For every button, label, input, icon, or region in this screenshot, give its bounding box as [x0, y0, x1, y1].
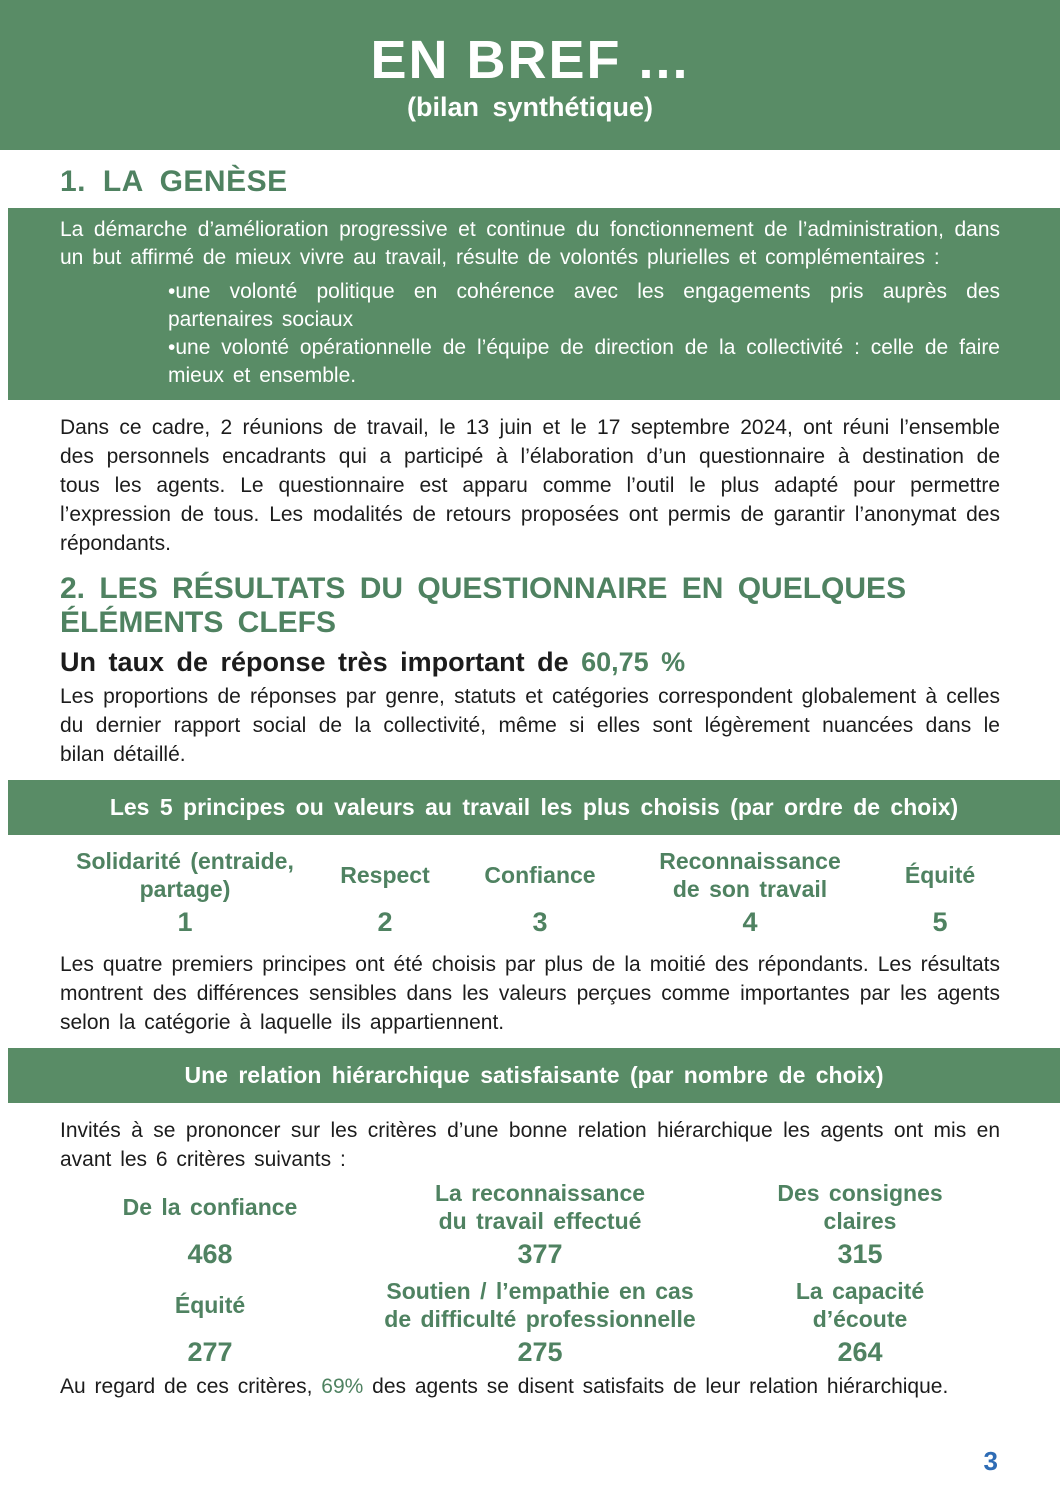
criterion-value: 315: [837, 1239, 883, 1269]
response-rate-line: [60, 646, 1000, 678]
principles-row: [60, 845, 1000, 937]
criterion-value: 264: [837, 1337, 883, 1367]
section1-heading: 1. LA GENÈSE: [60, 165, 288, 198]
criterion-item: [360, 1276, 720, 1368]
principle-label: Respect: [340, 862, 430, 888]
principle-item: [880, 845, 1000, 937]
criterion-item: [60, 1178, 360, 1270]
principle-label: Solidarité (entraide, partage): [76, 848, 294, 902]
principle-item: [460, 845, 620, 937]
principle-rank: 5: [932, 907, 948, 937]
response-rate-value: 60,75 %: [581, 647, 686, 677]
proportions-paragraph: Les proportions de réponses par genre, statuts et catégories correspondent globalement à celles du dernier rapport social de la collectivité, même si elles sont légèrement nuancées dans le bilan détaillé.: [60, 685, 1000, 766]
principles-note: Les quatre premiers principes ont été choisis par plus de la moitié des répondants. Les résultats montrent des différences sensibles dans les valeurs perçues comme importantes par les agents selon la catégorie à laquelle ils appartiennent.: [60, 953, 1000, 1034]
criterion-item: [60, 1276, 360, 1368]
principles-banner: Les 5 principes ou valeurs au travail les plus choisis (par ordre de choix): [8, 780, 1060, 835]
criterion-value: 275: [517, 1337, 563, 1367]
criterion-label: Des consignes claires: [777, 1180, 943, 1234]
principle-rank: 2: [377, 907, 393, 937]
principle-item: [625, 845, 875, 937]
context-paragraph: Dans ce cadre, 2 réunions de travail, le 13 juin et le 17 septembre 2024, ont réuni l’ensemble des personnels encadrants qui a participé à l’élaboration d’un questionnaire à destination de tous les agents. Le questionnaire est apparu comme l’outil le plus adapté pour permettre l’expression de tous. Les modalités de retours proposées ont permis de garantir l’anonymat des répondants.: [60, 416, 1000, 555]
principle-label: Équité: [904, 862, 976, 888]
principle-rank: 3: [532, 907, 548, 937]
bullet-item: [168, 334, 1000, 390]
bullet-text: une volonté opérationnelle de l’équipe de direction de la collectivité : celle de faire mieux et ensemble.: [168, 336, 1000, 387]
criterion-value: 377: [517, 1239, 563, 1269]
relation-banner: Une relation hiérarchique satisfaisante (par nombre de choix): [8, 1048, 1060, 1103]
page-subtitle: (bilan synthétique): [406, 92, 653, 122]
section2-heading: 2. LES RÉSULTATS DU QUESTIONNAIRE EN QUELQUES ÉLÉMENTS CLEFS: [60, 572, 907, 639]
criterion-item: [360, 1178, 720, 1270]
criterion-label: De la confiance: [122, 1194, 298, 1220]
criterion-label: Équité: [174, 1292, 246, 1318]
criterion-label: Soutien / l’empathie en cas de difficulté professionnelle: [384, 1278, 696, 1332]
highlight-intro: La démarche d’amélioration progressive et continue du fonctionnement de l’administration, dans un but affirmé de mieux vivre au travail, résulte de volontés plurielles et complémentaires :: [60, 218, 1000, 269]
principle-rank: 4: [742, 907, 758, 937]
principle-item: [315, 845, 455, 937]
principle-label: Confiance: [484, 862, 596, 888]
header-band: [0, 0, 1060, 150]
principle-label: Reconnaissance de son travail: [659, 848, 841, 902]
page-title: EN BREF ...: [370, 30, 690, 90]
criterion-value: 277: [187, 1337, 233, 1367]
criterion-label: La capacité d’écoute: [795, 1278, 925, 1332]
closing-before: Au regard de ces critères,: [60, 1375, 322, 1398]
highlight-box: [8, 208, 1060, 400]
closing-paragraph: [60, 1372, 1000, 1401]
page-number: 3: [983, 1446, 998, 1476]
criteria-grid: [60, 1178, 1000, 1368]
closing-highlight: 69%: [321, 1375, 364, 1398]
criterion-value: 468: [187, 1239, 233, 1269]
principle-rank: 1: [177, 907, 193, 937]
criterion-label: La reconnaissance du travail effectué: [434, 1180, 646, 1234]
criterion-item: [720, 1178, 1000, 1270]
bullet-text: une volonté politique en cohérence avec les engagements pris auprès des partenaires sociaux: [168, 280, 1000, 331]
criterion-item: [720, 1276, 1000, 1368]
closing-after: des agents se disent satisfaits de leur relation hiérarchique.: [363, 1375, 949, 1398]
bullet-icon: •: [168, 280, 176, 303]
bullet-icon: •: [168, 336, 176, 359]
bullet-item: [168, 278, 1000, 334]
relation-intro: Invités à se prononcer sur les critères d’une bonne relation hiérarchique les agents ont mis en avant les 6 critères suivants :: [60, 1119, 1000, 1171]
response-rate-label: Un taux de réponse très important de: [60, 647, 582, 677]
principle-item: [60, 845, 310, 937]
